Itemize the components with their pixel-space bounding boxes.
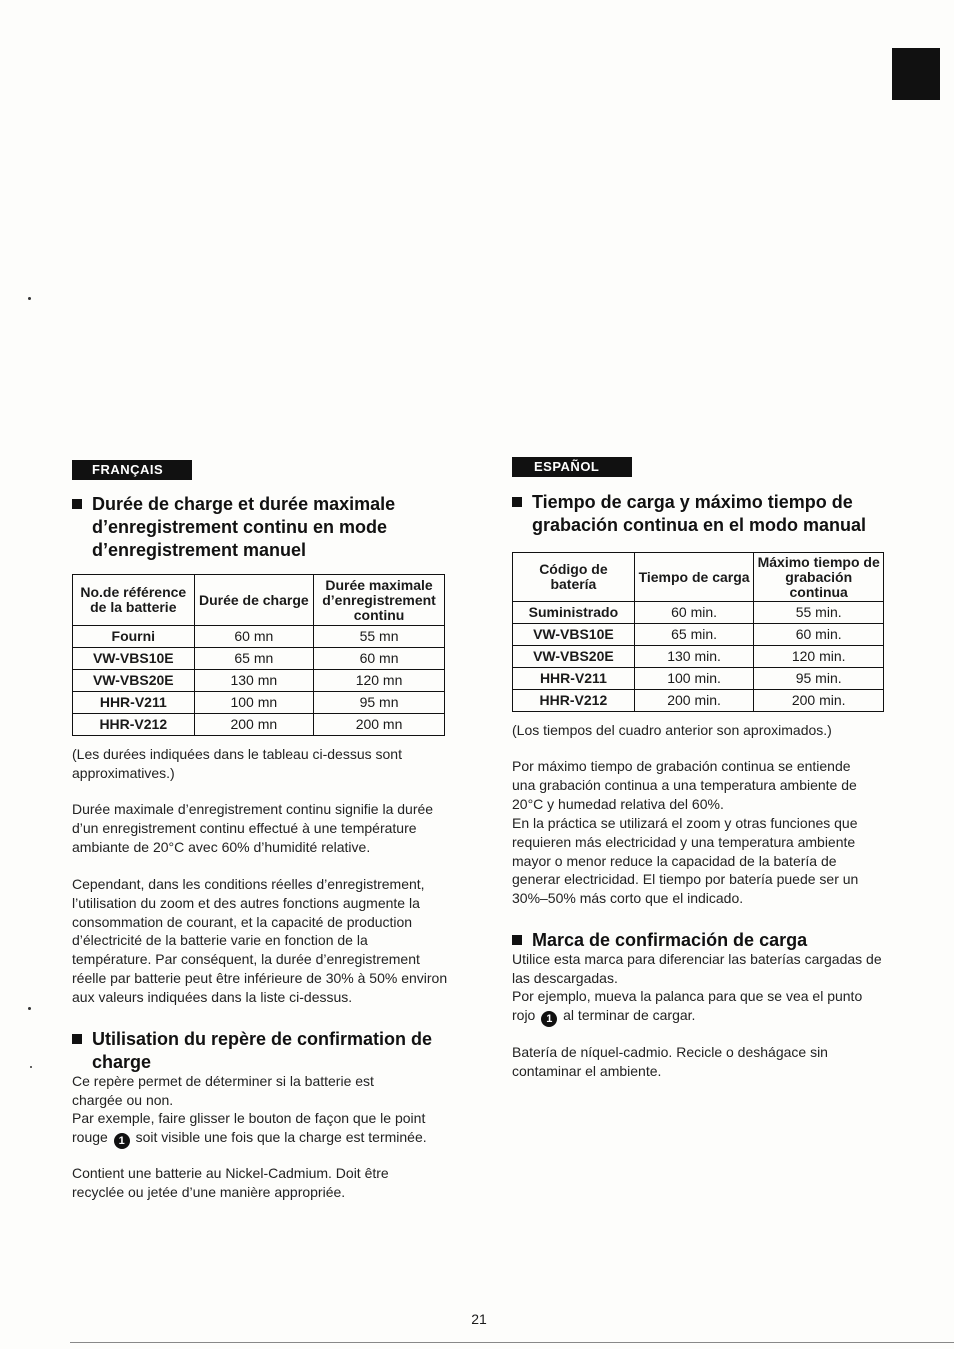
section-heading-french bbox=[72, 493, 452, 562]
paragraph-text: Por ejemplo, mueva la palanca para que se vea el punto rojo bbox=[512, 988, 863, 1023]
battery-ref-cell: HHR-V211 bbox=[73, 692, 195, 714]
table-header-row bbox=[513, 553, 884, 602]
charge-time-cell: 60 min. bbox=[634, 602, 754, 624]
subsection-heading-french bbox=[72, 1028, 452, 1074]
charge-time-cell: 65 min. bbox=[634, 624, 754, 646]
recording-time-cell: 95 mn bbox=[314, 692, 445, 714]
recording-time-cell: 120 mn bbox=[314, 670, 445, 692]
paragraph-text: Par exemple, faire glisser le bouton de façon que le point rouge bbox=[72, 1110, 426, 1145]
body-paragraph bbox=[72, 1109, 450, 1149]
recording-time-cell: 200 mn bbox=[314, 714, 445, 736]
table-row bbox=[73, 692, 445, 714]
table-header-row bbox=[73, 575, 445, 626]
battery-ref-cell: Suministrado bbox=[513, 602, 635, 624]
recording-time-cell: 200 min. bbox=[754, 690, 884, 712]
red-dot-marker-icon: 1 bbox=[541, 1011, 557, 1027]
column-header: No.de référence de la batterie bbox=[73, 575, 195, 626]
recording-time-cell: 95 min. bbox=[754, 668, 884, 690]
charge-time-cell: 100 min. bbox=[634, 668, 754, 690]
language-label-french: FRANÇAIS bbox=[72, 460, 192, 480]
section-title: Durée de charge et durée maximale d’enregistrement continu en mode d’enregistrement manuel bbox=[92, 494, 396, 560]
battery-ref-cell: VW-VBS10E bbox=[513, 624, 635, 646]
recording-time-cell: 120 min. bbox=[754, 646, 884, 668]
body-paragraph: Utilice esta marca para diferenciar las baterías cargadas de las descargadas. bbox=[512, 951, 882, 986]
battery-ref-cell: Fourni bbox=[73, 626, 195, 648]
scan-speck bbox=[30, 1066, 32, 1068]
charge-time-cell: 130 mn bbox=[194, 670, 313, 692]
page-number: 21 bbox=[471, 1311, 487, 1327]
battery-disposal-note: Contient une batterie au Nickel-Cadmium. Doit être recyclée ou jetée d’une manière appropriée. bbox=[72, 1165, 389, 1200]
battery-ref-cell: HHR-V212 bbox=[513, 690, 635, 712]
charge-time-cell: 60 mn bbox=[194, 626, 313, 648]
charge-time-cell: 100 mn bbox=[194, 692, 313, 714]
footer-rule bbox=[70, 1342, 954, 1343]
body-paragraph: Por máximo tiempo de grabación continua se entiende una grabación continua a una temperatura ambiente de 20°C y humedad relativa del 60%. bbox=[512, 758, 857, 812]
table-row bbox=[513, 690, 884, 712]
charge-time-table-spanish bbox=[512, 552, 884, 712]
battery-ref-cell: HHR-V212 bbox=[73, 714, 195, 736]
body-paragraph bbox=[512, 987, 884, 1027]
subsection-title: Utilisation du repère de confirmation de charge bbox=[92, 1029, 433, 1072]
page-tab-marker bbox=[892, 48, 940, 100]
body-paragraph: Ce repère permet de déterminer si la batterie est chargée ou non. bbox=[72, 1073, 374, 1108]
recording-time-cell: 55 min. bbox=[754, 602, 884, 624]
red-dot-marker-icon: 1 bbox=[114, 1133, 130, 1149]
battery-ref-cell: HHR-V211 bbox=[513, 668, 635, 690]
battery-disposal-note: Batería de níquel-cadmio. Recicle o deshágace sin contaminar el ambiente. bbox=[512, 1044, 828, 1079]
table-row bbox=[513, 646, 884, 668]
table-row bbox=[513, 668, 884, 690]
square-bullet-icon bbox=[512, 497, 522, 507]
body-paragraph: En la práctica se utilizará el zoom y otras funciones que requieren más electricidad y una temperatura ambiente mayor o menor reduce la capacidad de la batería de generar electricidad. El tiempo por batería puede ser un 30%–50% más corto que el indicado. bbox=[512, 815, 859, 907]
charge-time-cell: 65 mn bbox=[194, 648, 313, 670]
table-row bbox=[513, 602, 884, 624]
recording-time-cell: 55 mn bbox=[314, 626, 445, 648]
table-row bbox=[73, 648, 445, 670]
section-title: Tiempo de carga y máximo tiempo de grabación continua en el modo manual bbox=[532, 492, 867, 535]
language-label-spanish: ESPAÑOL bbox=[512, 457, 632, 477]
square-bullet-icon bbox=[72, 1034, 82, 1044]
charge-time-cell: 200 mn bbox=[194, 714, 313, 736]
subsection-title: Marca de confirmación de carga bbox=[532, 930, 808, 950]
paragraph-text: soit visible une fois que la charge est terminée. bbox=[135, 1128, 427, 1145]
battery-ref-cell: VW-VBS20E bbox=[73, 670, 195, 692]
subsection-heading-spanish bbox=[512, 929, 892, 952]
table-row bbox=[73, 670, 445, 692]
column-header: Tiempo de carga bbox=[634, 553, 754, 602]
column-header: Durée de charge bbox=[194, 575, 313, 626]
table-row bbox=[73, 714, 445, 736]
battery-ref-cell: VW-VBS20E bbox=[513, 646, 635, 668]
table-row bbox=[73, 626, 445, 648]
charge-time-cell: 200 min. bbox=[634, 690, 754, 712]
body-paragraph: Cependant, dans les conditions réelles d’enregistrement, l’utilisation du zoom et des autres fonctions augmente la consommation de courant, et la capacité de production d’électricité de la batterie varie en fonction de la température. Par conséquent, la durée d’enregistrement réelle par batterie peut être inférieure de 30% à 50% environ aux valeurs indiquées dans la liste ci-dessus. bbox=[72, 876, 448, 1005]
scan-speck bbox=[28, 297, 31, 300]
charge-time-table-french bbox=[72, 574, 445, 736]
column-header: Durée maximale d’enregistrement continu bbox=[314, 575, 445, 626]
battery-ref-cell: VW-VBS10E bbox=[73, 648, 195, 670]
recording-time-cell: 60 mn bbox=[314, 648, 445, 670]
section-heading-spanish bbox=[512, 491, 892, 537]
table-note: (Los tiempos del cuadro anterior son aproximados.) bbox=[512, 722, 832, 738]
square-bullet-icon bbox=[512, 935, 522, 945]
table-note: (Les durées indiquées dans le tableau ci-dessus sont approximatives.) bbox=[72, 746, 402, 781]
column-header: Máximo tiempo de grabación continua bbox=[754, 553, 884, 602]
charge-time-cell: 130 min. bbox=[634, 646, 754, 668]
table-row bbox=[513, 624, 884, 646]
paragraph-text: al terminar de cargar. bbox=[563, 1006, 696, 1023]
column-header: Código de batería bbox=[513, 553, 635, 602]
recording-time-cell: 60 min. bbox=[754, 624, 884, 646]
scan-speck bbox=[28, 1007, 31, 1010]
square-bullet-icon bbox=[72, 499, 82, 509]
body-paragraph: Durée maximale d’enregistrement continu signifie la durée d’un enregistrement continu effectué à une température ambiante de 20°C avec 60% d’humidité relative. bbox=[72, 801, 434, 855]
